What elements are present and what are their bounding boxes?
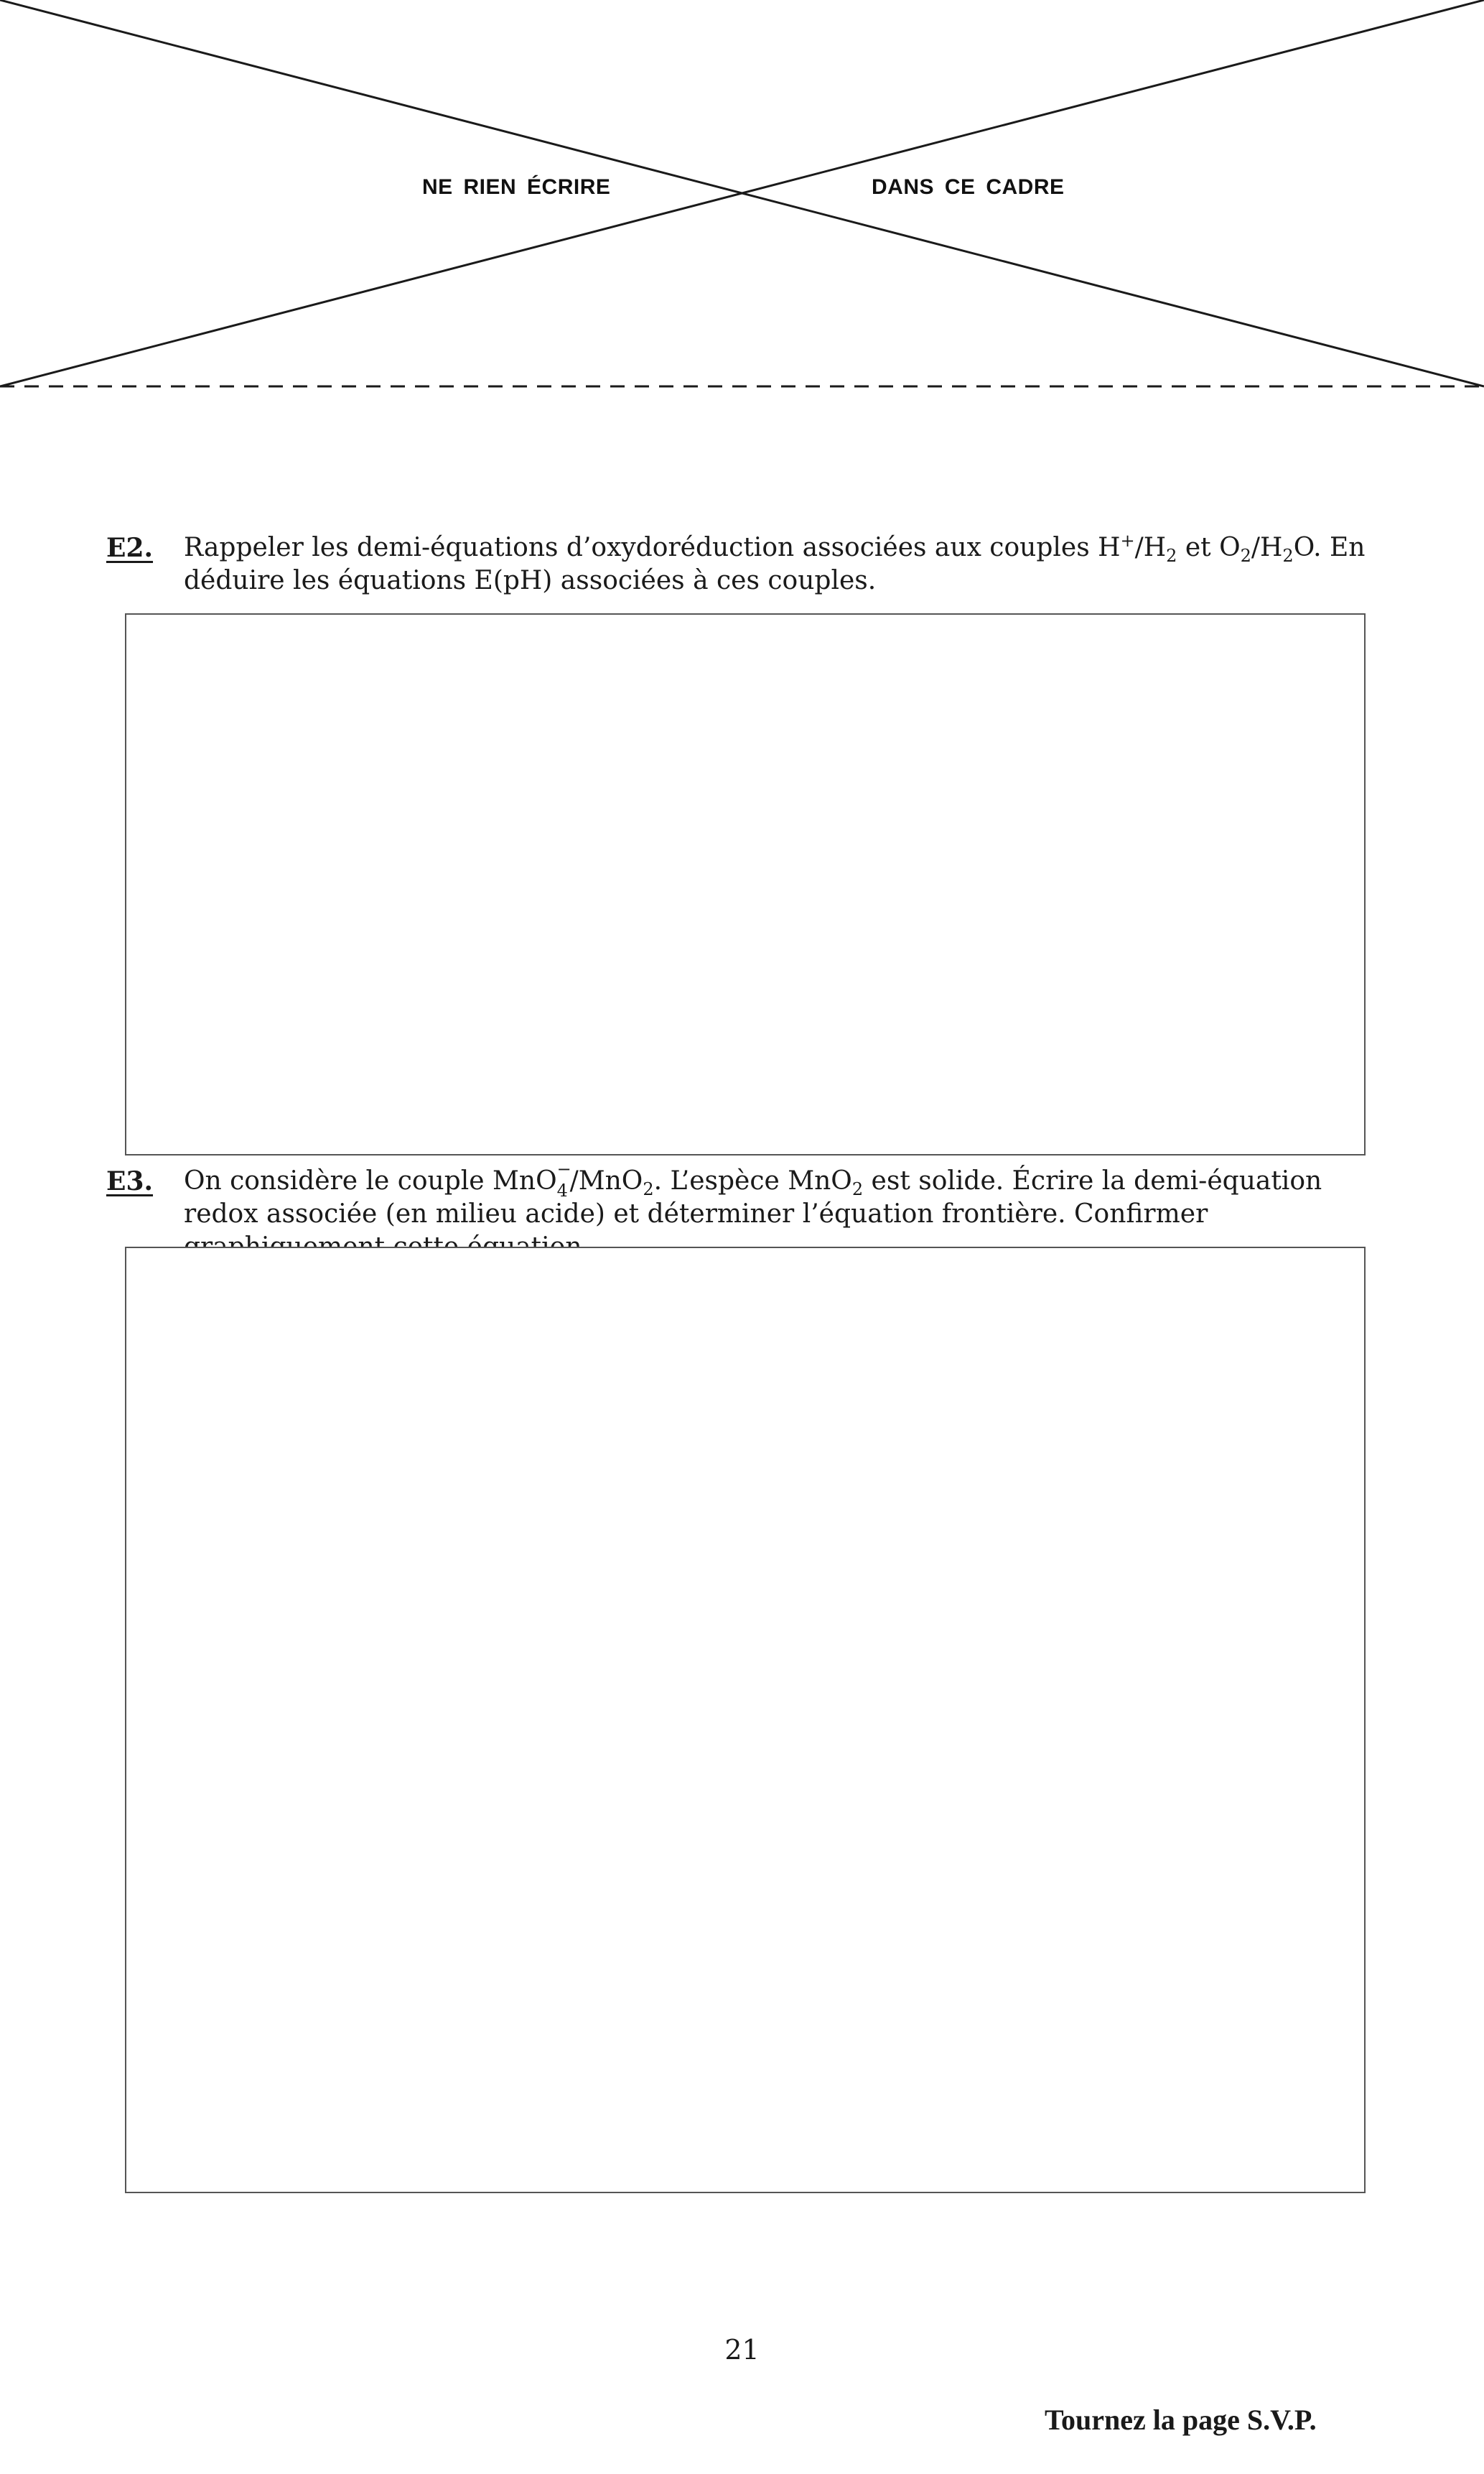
do-not-write-cross — [0, 0, 1484, 391]
ion-charge: − 4 — [556, 1159, 571, 1201]
do-not-write-zone — [0, 0, 1484, 391]
question-text: Rappeler les demi-équations d’oxydoréduction associées aux couples $H^+/H_2$ et $O_2/H_2O$. En déduire les équations E(pH) associées à ces couples. — [184, 531, 1366, 595]
turn-page-notice: Tournez la page S.V.P. — [1045, 2404, 1317, 2436]
question-label: E3. — [106, 1166, 154, 1196]
no-write-label-left: NE RIEN ÉCRIRE — [422, 175, 611, 199]
page-number: 21 — [724, 2334, 760, 2366]
answer-box-e2[interactable] — [125, 613, 1366, 1155]
no-write-label-right: DANS CE CADRE — [872, 175, 1065, 199]
question-text: On considère le couple MnO − 4 /MnO$_2$. L’espèce MnO$_2$ est solide. Écrire la demi-équation redox associée (en milieu acide) et déterminer l’équation frontière. Confirmer — [184, 1159, 1322, 1229]
question-label: E2. — [106, 533, 154, 563]
answer-box-e3[interactable] — [125, 1247, 1366, 2193]
